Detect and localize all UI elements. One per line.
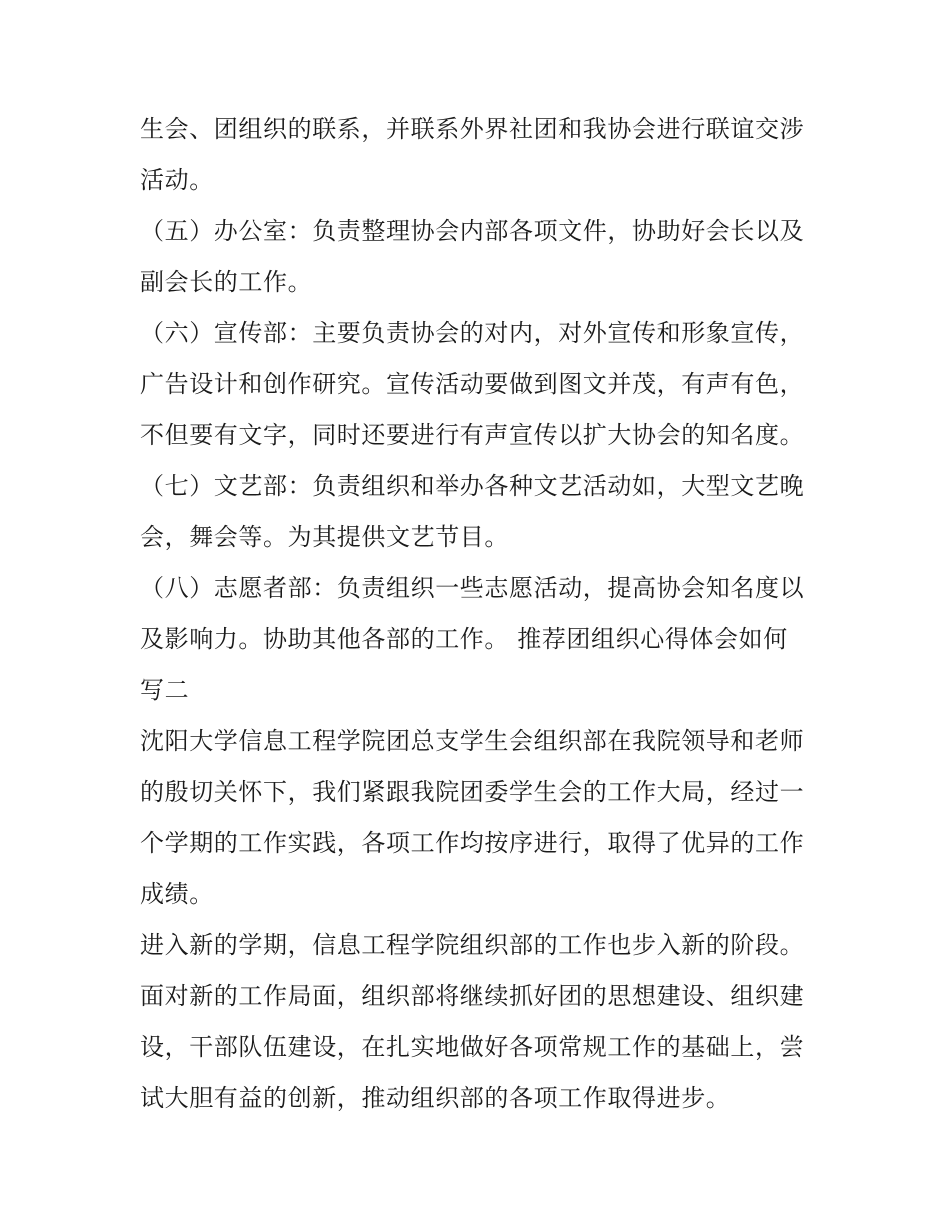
- text-line: （六）宣传部：主要负责协会的对内，对外宣传和形象宣传，: [140, 319, 805, 347]
- text-line: 试大胆有益的创新，推动组织部的各项工作取得进步。: [140, 1084, 731, 1112]
- text-line: 面对新的工作局面，组织部将继续抓好团的思想建设、组织建: [140, 982, 805, 1010]
- text-line: （八）志愿者部：负责组织一些志愿活动，提高协会知名度以: [140, 574, 805, 602]
- text-line: 活动。: [140, 166, 214, 194]
- text-line: 成绩。: [140, 880, 214, 908]
- document-body: [140, 104, 820, 1124]
- text-line: 及影响力。协助其他各部的工作。 推荐团组织心得体会如何: [140, 625, 788, 653]
- text-line: （七）文艺部：负责组织和举办各种文艺活动如，大型文艺晚: [140, 472, 805, 500]
- text-line: 的殷切关怀下，我们紧跟我院团委学生会的工作大局，经过一: [140, 778, 805, 806]
- text-line: 进入新的学期，信息工程学院组织部的工作也步入新的阶段。: [140, 931, 805, 959]
- text-line: 沈阳大学信息工程学院团总支学生会组织部在我院领导和老师: [140, 727, 805, 755]
- text-line: 会，舞会等。为其提供文艺节目。: [140, 523, 509, 551]
- text-line: 广告设计和创作研究。宣传活动要做到图文并茂，有声有色，: [140, 370, 805, 398]
- text-line: 生会、团组织的联系，并联系外界社团和我协会进行联谊交涉: [140, 115, 805, 143]
- text-line: 个学期的工作实践，各项工作均按序进行，取得了优异的工作: [140, 829, 805, 857]
- text-line: 写二: [140, 676, 190, 704]
- text-line: 副会长的工作。: [140, 268, 313, 296]
- text-line: 不但要有文字，同时还要进行有声宣传以扩大协会的知名度。: [140, 421, 805, 449]
- text-line: 设，干部队伍建设，在扎实地做好各项常规工作的基础上，尝: [140, 1033, 805, 1061]
- text-line: （五）办公室：负责整理协会内部各项文件，协助好会长以及: [140, 217, 805, 245]
